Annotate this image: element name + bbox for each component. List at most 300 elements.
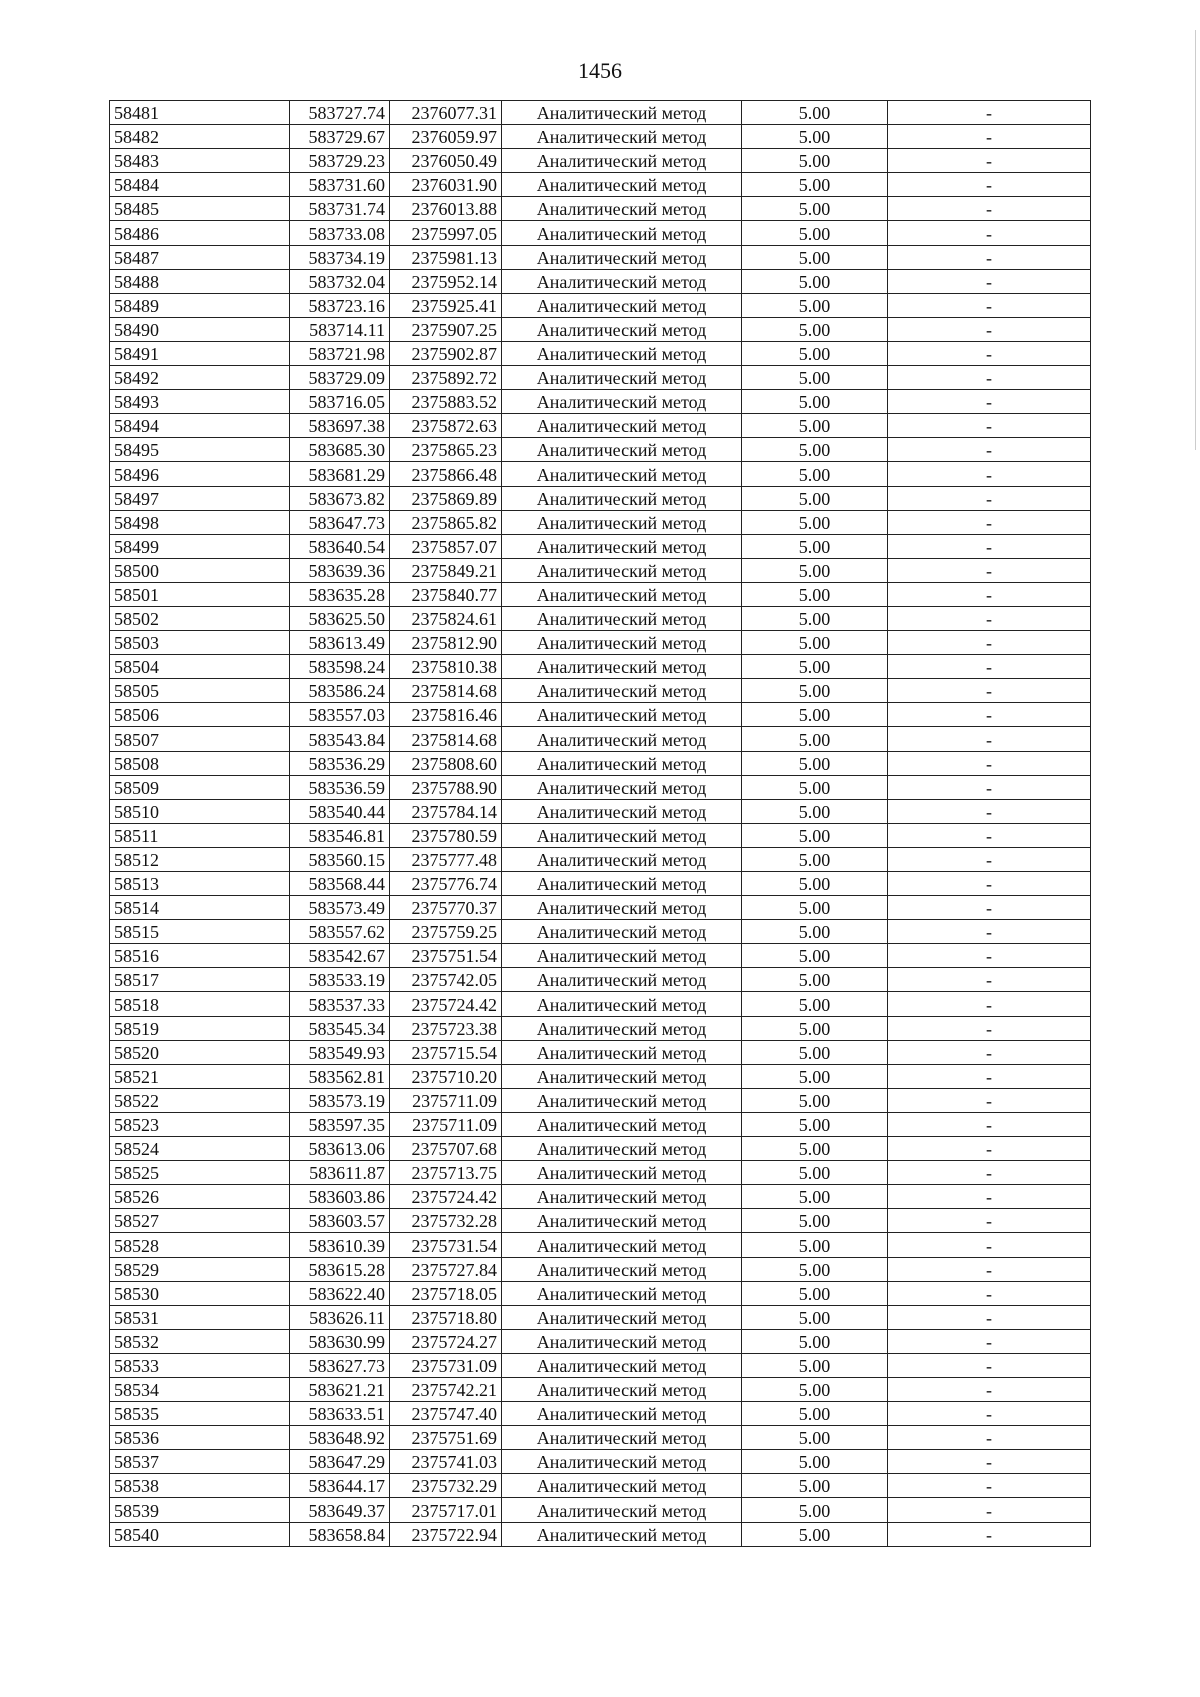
y-coordinate-cell: 2375724.42 [390,1185,502,1209]
y-coordinate-cell: 2376050.49 [390,149,502,173]
method-cell: Аналитический метод [502,1185,742,1209]
x-coordinate-cell: 583640.54 [290,534,390,558]
method-cell: Аналитический метод [502,1498,742,1522]
method-cell: Аналитический метод [502,944,742,968]
x-coordinate-cell: 583648.92 [290,1426,390,1450]
point-number-cell: 58483 [110,149,290,173]
point-number-cell: 58539 [110,1498,290,1522]
x-coordinate-cell: 583542.67 [290,944,390,968]
x-coordinate-cell: 583721.98 [290,341,390,365]
note-cell: - [888,1329,1091,1353]
x-coordinate-cell: 583723.16 [290,293,390,317]
y-coordinate-cell: 2375751.54 [390,944,502,968]
x-coordinate-cell: 583540.44 [290,799,390,823]
y-coordinate-cell: 2375925.41 [390,293,502,317]
accuracy-cell: 5.00 [742,1498,888,1522]
method-cell: Аналитический метод [502,896,742,920]
accuracy-cell: 5.00 [742,390,888,414]
method-cell: Аналитический метод [502,1329,742,1353]
x-coordinate-cell: 583543.84 [290,727,390,751]
y-coordinate-cell: 2375816.46 [390,703,502,727]
method-cell: Аналитический метод [502,751,742,775]
y-coordinate-cell: 2375731.09 [390,1353,502,1377]
note-cell: - [888,1353,1091,1377]
table-row [110,606,1091,630]
note-cell: - [888,1233,1091,1257]
y-coordinate-cell: 2375711.09 [390,1112,502,1136]
x-coordinate-cell: 583622.40 [290,1281,390,1305]
point-number-cell: 58511 [110,823,290,847]
y-coordinate-cell: 2375866.48 [390,462,502,486]
point-number-cell: 58504 [110,655,290,679]
x-coordinate-cell: 583697.38 [290,414,390,438]
x-coordinate-cell: 583549.93 [290,1040,390,1064]
note-cell: - [888,125,1091,149]
table-row [110,920,1091,944]
x-coordinate-cell: 583603.86 [290,1185,390,1209]
point-number-cell: 58531 [110,1305,290,1329]
y-coordinate-cell: 2375907.25 [390,317,502,341]
table-row [110,992,1091,1016]
method-cell: Аналитический метод [502,823,742,847]
note-cell: - [888,823,1091,847]
point-number-cell: 58514 [110,896,290,920]
method-cell: Аналитический метод [502,1064,742,1088]
method-cell: Аналитический метод [502,173,742,197]
method-cell: Аналитический метод [502,1088,742,1112]
accuracy-cell: 5.00 [742,1281,888,1305]
table-row [110,245,1091,269]
note-cell: - [888,655,1091,679]
method-cell: Аналитический метод [502,1281,742,1305]
table-row [110,1353,1091,1377]
x-coordinate-cell: 583613.06 [290,1137,390,1161]
note-cell: - [888,414,1091,438]
table-row [110,1064,1091,1088]
accuracy-cell: 5.00 [742,655,888,679]
table-row [110,1498,1091,1522]
point-number-cell: 58536 [110,1426,290,1450]
method-cell: Аналитический метод [502,1353,742,1377]
accuracy-cell: 5.00 [742,1426,888,1450]
accuracy-cell: 5.00 [742,751,888,775]
accuracy-cell: 5.00 [742,341,888,365]
table-row [110,1088,1091,1112]
x-coordinate-cell: 583598.24 [290,655,390,679]
note-cell: - [888,486,1091,510]
note-cell: - [888,1522,1091,1546]
point-number-cell: 58485 [110,197,290,221]
table-row [110,462,1091,486]
y-coordinate-cell: 2376013.88 [390,197,502,221]
table-row [110,679,1091,703]
y-coordinate-cell: 2375727.84 [390,1257,502,1281]
y-coordinate-cell: 2375808.60 [390,751,502,775]
method-cell: Аналитический метод [502,847,742,871]
point-number-cell: 58499 [110,534,290,558]
y-coordinate-cell: 2376059.97 [390,125,502,149]
x-coordinate-cell: 583732.04 [290,269,390,293]
method-cell: Аналитический метод [502,317,742,341]
y-coordinate-cell: 2375722.94 [390,1522,502,1546]
x-coordinate-cell: 583597.35 [290,1112,390,1136]
y-coordinate-cell: 2375713.75 [390,1161,502,1185]
y-coordinate-cell: 2375902.87 [390,341,502,365]
accuracy-cell: 5.00 [742,703,888,727]
y-coordinate-cell: 2375952.14 [390,269,502,293]
point-number-cell: 58530 [110,1281,290,1305]
accuracy-cell: 5.00 [742,486,888,510]
accuracy-cell: 5.00 [742,920,888,944]
accuracy-cell: 5.00 [742,896,888,920]
x-coordinate-cell: 583649.37 [290,1498,390,1522]
method-cell: Аналитический метод [502,1233,742,1257]
y-coordinate-cell: 2375732.28 [390,1209,502,1233]
note-cell: - [888,173,1091,197]
point-number-cell: 58529 [110,1257,290,1281]
method-cell: Аналитический метод [502,1377,742,1401]
note-cell: - [888,751,1091,775]
y-coordinate-cell: 2375717.01 [390,1498,502,1522]
point-number-cell: 58513 [110,872,290,896]
x-coordinate-cell: 583611.87 [290,1161,390,1185]
x-coordinate-cell: 583681.29 [290,462,390,486]
method-cell: Аналитический метод [502,679,742,703]
table-row [110,631,1091,655]
x-coordinate-cell: 583729.67 [290,125,390,149]
method-cell: Аналитический метод [502,414,742,438]
x-coordinate-cell: 583627.73 [290,1353,390,1377]
note-cell: - [888,727,1091,751]
point-number-cell: 58492 [110,366,290,390]
table-row [110,799,1091,823]
note-cell: - [888,534,1091,558]
note-cell: - [888,1064,1091,1088]
point-number-cell: 58501 [110,582,290,606]
note-cell: - [888,1402,1091,1426]
table-row [110,221,1091,245]
y-coordinate-cell: 2375784.14 [390,799,502,823]
method-cell: Аналитический метод [502,125,742,149]
table-row [110,582,1091,606]
x-coordinate-cell: 583603.57 [290,1209,390,1233]
accuracy-cell: 5.00 [742,799,888,823]
point-number-cell: 58535 [110,1402,290,1426]
note-cell: - [888,341,1091,365]
note-cell: - [888,510,1091,534]
y-coordinate-cell: 2375777.48 [390,847,502,871]
y-coordinate-cell: 2375776.74 [390,872,502,896]
y-coordinate-cell: 2375742.21 [390,1377,502,1401]
method-cell: Аналитический метод [502,486,742,510]
y-coordinate-cell: 2375747.40 [390,1402,502,1426]
method-cell: Аналитический метод [502,149,742,173]
y-coordinate-cell: 2375810.38 [390,655,502,679]
table-row [110,1233,1091,1257]
accuracy-cell: 5.00 [742,1233,888,1257]
table-row [110,390,1091,414]
method-cell: Аналитический метод [502,462,742,486]
y-coordinate-cell: 2375741.03 [390,1450,502,1474]
x-coordinate-cell: 583673.82 [290,486,390,510]
note-cell: - [888,799,1091,823]
table-row [110,149,1091,173]
note-cell: - [888,1498,1091,1522]
method-cell: Аналитический метод [502,992,742,1016]
method-cell: Аналитический метод [502,1402,742,1426]
y-coordinate-cell: 2375707.68 [390,1137,502,1161]
method-cell: Аналитический метод [502,727,742,751]
table-row [110,534,1091,558]
note-cell: - [888,1112,1091,1136]
accuracy-cell: 5.00 [742,1257,888,1281]
note-cell: - [888,679,1091,703]
accuracy-cell: 5.00 [742,679,888,703]
point-number-cell: 58489 [110,293,290,317]
method-cell: Аналитический метод [502,269,742,293]
note-cell: - [888,1377,1091,1401]
method-cell: Аналитический метод [502,245,742,269]
x-coordinate-cell: 583557.62 [290,920,390,944]
note-cell: - [888,1016,1091,1040]
note-cell: - [888,101,1091,125]
scan-edge-mark [1195,30,1196,450]
method-cell: Аналитический метод [502,1426,742,1450]
table-row [110,1016,1091,1040]
point-number-cell: 58488 [110,269,290,293]
point-number-cell: 58538 [110,1474,290,1498]
point-number-cell: 58537 [110,1450,290,1474]
note-cell: - [888,245,1091,269]
table-row [110,293,1091,317]
x-coordinate-cell: 583731.60 [290,173,390,197]
accuracy-cell: 5.00 [742,462,888,486]
accuracy-cell: 5.00 [742,582,888,606]
x-coordinate-cell: 583729.23 [290,149,390,173]
y-coordinate-cell: 2375724.27 [390,1329,502,1353]
accuracy-cell: 5.00 [742,631,888,655]
point-number-cell: 58503 [110,631,290,655]
note-cell: - [888,920,1091,944]
method-cell: Аналитический метод [502,293,742,317]
accuracy-cell: 5.00 [742,1522,888,1546]
table-row [110,510,1091,534]
table-row [110,486,1091,510]
accuracy-cell: 5.00 [742,414,888,438]
method-cell: Аналитический метод [502,1474,742,1498]
table-row [110,317,1091,341]
x-coordinate-cell: 583714.11 [290,317,390,341]
point-number-cell: 58502 [110,606,290,630]
y-coordinate-cell: 2375981.13 [390,245,502,269]
accuracy-cell: 5.00 [742,872,888,896]
accuracy-cell: 5.00 [742,510,888,534]
note-cell: - [888,1161,1091,1185]
table-row [110,1161,1091,1185]
accuracy-cell: 5.00 [742,1353,888,1377]
accuracy-cell: 5.00 [742,1305,888,1329]
method-cell: Аналитический метод [502,221,742,245]
method-cell: Аналитический метод [502,1040,742,1064]
table-row [110,1522,1091,1546]
x-coordinate-cell: 583610.39 [290,1233,390,1257]
note-cell: - [888,1426,1091,1450]
table-row [110,1209,1091,1233]
point-number-cell: 58519 [110,1016,290,1040]
accuracy-cell: 5.00 [742,269,888,293]
table-row [110,655,1091,679]
accuracy-cell: 5.00 [742,221,888,245]
point-number-cell: 58524 [110,1137,290,1161]
point-number-cell: 58506 [110,703,290,727]
table-row [110,1112,1091,1136]
note-cell: - [888,631,1091,655]
point-number-cell: 58523 [110,1112,290,1136]
method-cell: Аналитический метод [502,101,742,125]
accuracy-cell: 5.00 [742,1137,888,1161]
method-cell: Аналитический метод [502,438,742,462]
x-coordinate-cell: 583647.73 [290,510,390,534]
y-coordinate-cell: 2375724.42 [390,992,502,1016]
y-coordinate-cell: 2375780.59 [390,823,502,847]
x-coordinate-cell: 583536.29 [290,751,390,775]
note-cell: - [888,775,1091,799]
note-cell: - [888,968,1091,992]
x-coordinate-cell: 583716.05 [290,390,390,414]
x-coordinate-cell: 583729.09 [290,366,390,390]
accuracy-cell: 5.00 [742,1064,888,1088]
y-coordinate-cell: 2375812.90 [390,631,502,655]
x-coordinate-cell: 583573.49 [290,896,390,920]
x-coordinate-cell: 583533.19 [290,968,390,992]
method-cell: Аналитический метод [502,582,742,606]
accuracy-cell: 5.00 [742,1209,888,1233]
point-number-cell: 58520 [110,1040,290,1064]
note-cell: - [888,1450,1091,1474]
table-row [110,1426,1091,1450]
method-cell: Аналитический метод [502,920,742,944]
point-number-cell: 58527 [110,1209,290,1233]
y-coordinate-cell: 2375751.69 [390,1426,502,1450]
point-number-cell: 58505 [110,679,290,703]
point-number-cell: 58516 [110,944,290,968]
method-cell: Аналитический метод [502,1016,742,1040]
x-coordinate-cell: 583639.36 [290,558,390,582]
point-number-cell: 58521 [110,1064,290,1088]
table-row [110,847,1091,871]
table-row [110,1450,1091,1474]
note-cell: - [888,558,1091,582]
note-cell: - [888,1040,1091,1064]
y-coordinate-cell: 2375731.54 [390,1233,502,1257]
point-number-cell: 58508 [110,751,290,775]
coordinates-table-body [110,101,1091,1547]
note-cell: - [888,149,1091,173]
table-row [110,558,1091,582]
table-row [110,197,1091,221]
table-row [110,1281,1091,1305]
note-cell: - [888,221,1091,245]
point-number-cell: 58487 [110,245,290,269]
table-row [110,775,1091,799]
method-cell: Аналитический метод [502,1209,742,1233]
accuracy-cell: 5.00 [742,1474,888,1498]
table-row [110,1329,1091,1353]
x-coordinate-cell: 583568.44 [290,872,390,896]
method-cell: Аналитический метод [502,655,742,679]
method-cell: Аналитический метод [502,510,742,534]
method-cell: Аналитический метод [502,1257,742,1281]
method-cell: Аналитический метод [502,558,742,582]
point-number-cell: 58517 [110,968,290,992]
y-coordinate-cell: 2375710.20 [390,1064,502,1088]
point-number-cell: 58522 [110,1088,290,1112]
method-cell: Аналитический метод [502,703,742,727]
accuracy-cell: 5.00 [742,317,888,341]
accuracy-cell: 5.00 [742,944,888,968]
accuracy-cell: 5.00 [742,992,888,1016]
x-coordinate-cell: 583562.81 [290,1064,390,1088]
table-row [110,944,1091,968]
accuracy-cell: 5.00 [742,293,888,317]
table-row [110,438,1091,462]
point-number-cell: 58484 [110,173,290,197]
point-number-cell: 58500 [110,558,290,582]
accuracy-cell: 5.00 [742,1402,888,1426]
accuracy-cell: 5.00 [742,125,888,149]
point-number-cell: 58497 [110,486,290,510]
y-coordinate-cell: 2375840.77 [390,582,502,606]
table-row [110,125,1091,149]
accuracy-cell: 5.00 [742,197,888,221]
y-coordinate-cell: 2375865.82 [390,510,502,534]
note-cell: - [888,606,1091,630]
coordinates-table [109,100,1091,1547]
point-number-cell: 58525 [110,1161,290,1185]
accuracy-cell: 5.00 [742,1185,888,1209]
point-number-cell: 58518 [110,992,290,1016]
table-row [110,101,1091,125]
page-number: 1456 [578,58,622,83]
x-coordinate-cell: 583633.51 [290,1402,390,1426]
point-number-cell: 58496 [110,462,290,486]
point-number-cell: 58515 [110,920,290,944]
x-coordinate-cell: 583635.28 [290,582,390,606]
x-coordinate-cell: 583625.50 [290,606,390,630]
accuracy-cell: 5.00 [742,1088,888,1112]
table-row [110,872,1091,896]
point-number-cell: 58491 [110,341,290,365]
accuracy-cell: 5.00 [742,823,888,847]
y-coordinate-cell: 2375892.72 [390,366,502,390]
x-coordinate-cell: 583658.84 [290,1522,390,1546]
y-coordinate-cell: 2376031.90 [390,173,502,197]
table-row [110,173,1091,197]
x-coordinate-cell: 583545.34 [290,1016,390,1040]
note-cell: - [888,896,1091,920]
note-cell: - [888,366,1091,390]
note-cell: - [888,1281,1091,1305]
point-number-cell: 58482 [110,125,290,149]
table-row [110,823,1091,847]
note-cell: - [888,1088,1091,1112]
table-row [110,968,1091,992]
note-cell: - [888,992,1091,1016]
accuracy-cell: 5.00 [742,438,888,462]
note-cell: - [888,872,1091,896]
note-cell: - [888,197,1091,221]
point-number-cell: 58528 [110,1233,290,1257]
